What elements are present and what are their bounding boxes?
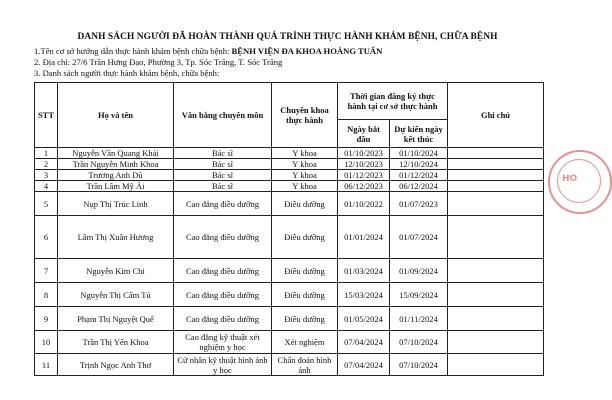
row-specialty-cell: Y khoa [272, 148, 338, 159]
table-row [35, 283, 544, 307]
row-stt-cell: 6 [35, 216, 58, 259]
row-degree-cell: Cao đẳng điều dưỡng [174, 216, 272, 259]
row-note-cell [448, 159, 544, 170]
row-note-cell [448, 354, 544, 376]
row-note-cell [448, 283, 544, 307]
row-degree-cell: Bác sĩ [174, 148, 272, 159]
header-stt: STT [35, 83, 58, 148]
row-name-cell: Trương Anh Dũ [58, 170, 174, 181]
row-end-date-cell: 01/07/2023 [390, 192, 448, 216]
header-end-date: Dự kiến ngày kết thúc [390, 120, 448, 148]
row-stt-cell: 9 [35, 307, 58, 331]
row-name-cell: Phạm Thị Nguyệt Quế [58, 307, 174, 331]
row-specialty-cell: Chẩn đoán hình ảnh [272, 354, 338, 376]
row-name-cell: Trần Lâm Mỹ Ái [58, 181, 174, 192]
table-row [35, 159, 544, 170]
row-name-cell: Lâm Thị Xuân Hương [58, 216, 174, 259]
row-name-cell: Nguyễn Văn Quang Khải [58, 148, 174, 159]
row-name-cell: Trần Thị Yến Khoa [58, 331, 174, 354]
row-stt-cell: 10 [35, 331, 58, 354]
row-stt-cell: 7 [35, 259, 58, 283]
row-end-date-cell: 01/11/2024 [390, 307, 448, 331]
row-end-date-cell: 01/09/2024 [390, 259, 448, 283]
row-name-cell: Nguyễn Thị Cẩm Tú [58, 283, 174, 307]
facility-name-label: 1.Tên cơ sở hướng dẫn thực hành khám bệnh chữa bệnh: [34, 46, 232, 56]
table-row [35, 331, 544, 354]
row-note-cell [448, 307, 544, 331]
practitioner-table [34, 82, 544, 376]
row-degree-cell: Cao đẳng điều dưỡng [174, 192, 272, 216]
row-end-date-cell: 07/10/2024 [390, 331, 448, 354]
table-body [35, 148, 544, 376]
header-start-date: Ngày bắt đầu [338, 120, 390, 148]
row-note-cell [448, 259, 544, 283]
row-start-date-cell: 06/12/2023 [338, 181, 390, 192]
row-name-cell: Nguyễn Kim Chi [58, 259, 174, 283]
facility-name-value: BỆNH VIỆN ĐA KHOA HOÀNG TUẤN [231, 46, 383, 56]
table-row [35, 259, 544, 283]
row-start-date-cell: 07/04/2024 [338, 331, 390, 354]
row-start-date-cell: 01/12/2023 [338, 170, 390, 181]
row-degree-cell: Cao đẳng điều dưỡng [174, 283, 272, 307]
row-end-date-cell: 01/12/2024 [390, 170, 448, 181]
row-degree-cell: Bác sĩ [174, 159, 272, 170]
row-degree-cell: Bác sĩ [174, 181, 272, 192]
table-row [35, 148, 544, 159]
header-name: Họ và tên [58, 83, 174, 148]
official-seal-text: HO [562, 174, 578, 184]
row-stt-cell: 5 [35, 192, 58, 216]
row-end-date-cell: 01/10/2024 [390, 148, 448, 159]
official-seal [548, 150, 612, 214]
row-degree-cell: Cao đẳng điều dưỡng [174, 307, 272, 331]
row-end-date-cell: 07/10/2024 [390, 354, 448, 376]
header-period: Thời gian đăng ký thực hành tại cơ sở thực hành [338, 83, 448, 120]
row-specialty-cell: Điều dưỡng [272, 259, 338, 283]
row-degree-cell: Cao đẳng kỹ thuật xét nghiệm y học [174, 331, 272, 354]
row-start-date-cell: 01/10/2023 [338, 148, 390, 159]
row-specialty-cell: Điều dưỡng [272, 192, 338, 216]
row-stt-cell: 2 [35, 159, 58, 170]
row-end-date-cell: 01/07/2024 [390, 216, 448, 259]
row-end-date-cell: 06/12/2024 [390, 181, 448, 192]
row-specialty-cell: Xét nghiệm [272, 331, 338, 354]
table-header-row [35, 83, 544, 120]
facility-name-line [34, 46, 382, 56]
row-specialty-cell: Y khoa [272, 170, 338, 181]
table-row [35, 354, 544, 376]
row-end-date-cell: 12/10/2024 [390, 159, 448, 170]
facility-address-line: 2. Địa chỉ: 27/6 Trần Hưng Đạo, Phường 3, Tp. Sóc Trăng, T. Sóc Trăng [34, 57, 283, 67]
row-stt-cell: 11 [35, 354, 58, 376]
row-specialty-cell: Y khoa [272, 159, 338, 170]
row-stt-cell: 8 [35, 283, 58, 307]
row-start-date-cell: 01/03/2024 [338, 259, 390, 283]
table-row [35, 181, 544, 192]
row-start-date-cell: 15/03/2024 [338, 283, 390, 307]
row-note-cell [448, 331, 544, 354]
row-note-cell [448, 216, 544, 259]
row-specialty-cell: Y khoa [272, 181, 338, 192]
row-start-date-cell: 01/10/2022 [338, 192, 390, 216]
row-degree-cell: Cử nhân kỹ thuật hình ảnh y học [174, 354, 272, 376]
row-note-cell [448, 148, 544, 159]
row-note-cell [448, 170, 544, 181]
row-specialty-cell: Điều dưỡng [272, 307, 338, 331]
row-start-date-cell: 01/05/2024 [338, 307, 390, 331]
row-specialty-cell: Điều dưỡng [272, 283, 338, 307]
row-start-date-cell: 12/10/2023 [338, 159, 390, 170]
document-title: DANH SÁCH NGƯỜI ĐÃ HOÀN THÀNH QUÁ TRÌNH THỰC HÀNH KHÁM BỆNH, CHỮA BỆNH [77, 32, 498, 42]
row-end-date-cell: 15/09/2024 [390, 283, 448, 307]
header-note: Ghi chú [448, 83, 544, 148]
row-specialty-cell: Điều dưỡng [272, 216, 338, 259]
table-row [35, 192, 544, 216]
row-degree-cell: Bác sĩ [174, 170, 272, 181]
header-specialty: Chuyên khoa thực hành [272, 83, 338, 148]
table-row [35, 170, 544, 181]
row-name-cell: Trịnh Ngọc Anh Thơ [58, 354, 174, 376]
header-degree: Văn bằng chuyên môn [174, 83, 272, 148]
row-stt-cell: 3 [35, 170, 58, 181]
row-stt-cell: 1 [35, 148, 58, 159]
row-start-date-cell: 01/01/2024 [338, 216, 390, 259]
row-note-cell [448, 192, 544, 216]
row-note-cell [448, 181, 544, 192]
row-name-cell: Nụp Thị Trúc Linh [58, 192, 174, 216]
row-degree-cell: Cao đẳng điều dưỡng [174, 259, 272, 283]
table-row [35, 307, 544, 331]
list-intro-line: 3. Danh sách người thực hành khám bệnh, chữa bệnh: [34, 68, 220, 78]
row-name-cell: Trần Nguyễn Minh Khoa [58, 159, 174, 170]
table-row [35, 216, 544, 259]
row-stt-cell: 4 [35, 181, 58, 192]
row-start-date-cell: 07/04/2024 [338, 354, 390, 376]
